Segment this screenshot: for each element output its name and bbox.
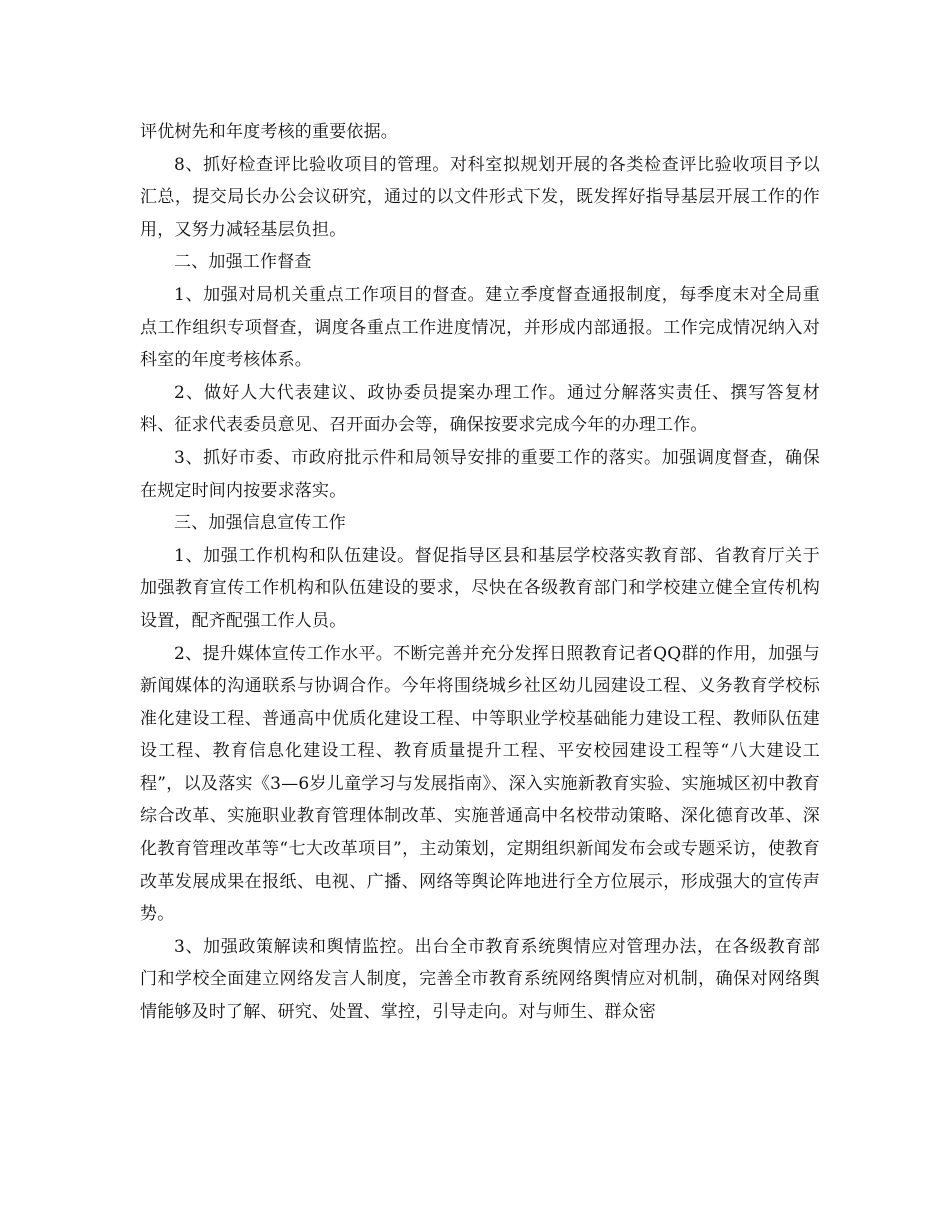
paragraph-item-3-instruction-implementation: 3、抓好市委、市政府批示件和局领导安排的重要工作的落实。加强调度督查，确保在规定时间内按要求落实。 — [140, 447, 820, 501]
section-heading-information-publicity: 三、加强信息宣传工作 — [174, 513, 346, 534]
section-heading-work-supervision: 二、加强工作督查 — [174, 252, 312, 273]
paragraph-item-2-media-publicity: 2、提升媒体宣传工作水平。不断完善并充分发挥日照教育记者QQ群的作用，加强与新闻媒体的沟通联系与协调合作。今年将围绕城乡社区幼儿园建设工程、义务教育学校标准化建设工程、普通高中优质化建设工程、中等职业学校基础能力建设工程、教师队伍建设工程、教育信息化建设工程、教育质量提升工程、平安校园建设工程等“八大建设工程”，以及落实《3—6岁儿童学习与发展指南》、深入实施新教育实验、实施城区初中教育综合改革、实施职业教育管理体制改革、实施普通高中名校带动策略、深化德育改革、深化教育管理改革等“七大改革项目”，主动策划，定期组织新闻发布会或专题采访，使教育改革发展成果在报纸、电视、广播、网络等舆论阵地进行全方位展示，形成强大的宣传声势。 — [140, 643, 820, 925]
paragraph-item-1-team-building: 1、加强工作机构和队伍建设。督促指导区县和基层学校落实教育部、省教育厅关于加强教育宣传工作机构和队伍建设的要求，尽快在各级教育部门和学校建立健全宣传机构设置，配齐配强工作人员。 — [140, 545, 820, 631]
paragraph-continuation: 评优树先和年度考核的重要依据。 — [140, 122, 398, 142]
paragraph-item-2-proposal-handling: 2、做好人大代表建议、政协委员提案办理工作。通过分解落实责任、撰写答复材料、征求代表委员意见、召开面办会等，确保按要求完成今年的办理工作。 — [140, 382, 820, 436]
document-body — [140, 116, 820, 1029]
paragraph-item-8-inspection-management: 8、抓好检查评比验收项目的管理。对科室拟规划开展的各类检查评比验收项目予以汇总，提交局长办公会议研究，通过的以文件形式下发，既发挥好指导基层开展工作的作用，又努力减轻基层负担。 — [140, 154, 820, 240]
paragraph-item-3-policy-interpretation: 3、加强政策解读和舆情监控。出台全市教育系统舆情应对管理办法，在各级教育部门和学校全面建立网络发言人制度，完善全市教育系统网络舆情应对机制，确保对网络舆情能够及时了解、研究、处置、掌控，引导走向。对与师生、群众密 — [140, 936, 820, 1023]
paragraph-item-1-key-project-supervision: 1、加强对局机关重点工作项目的督查。建立季度督查通报制度，每季度末对全局重点工作组织专项督查，调度各重点工作进度情况，并形成内部通报。工作完成情况纳入对科室的年度考核体系。 — [140, 284, 820, 371]
